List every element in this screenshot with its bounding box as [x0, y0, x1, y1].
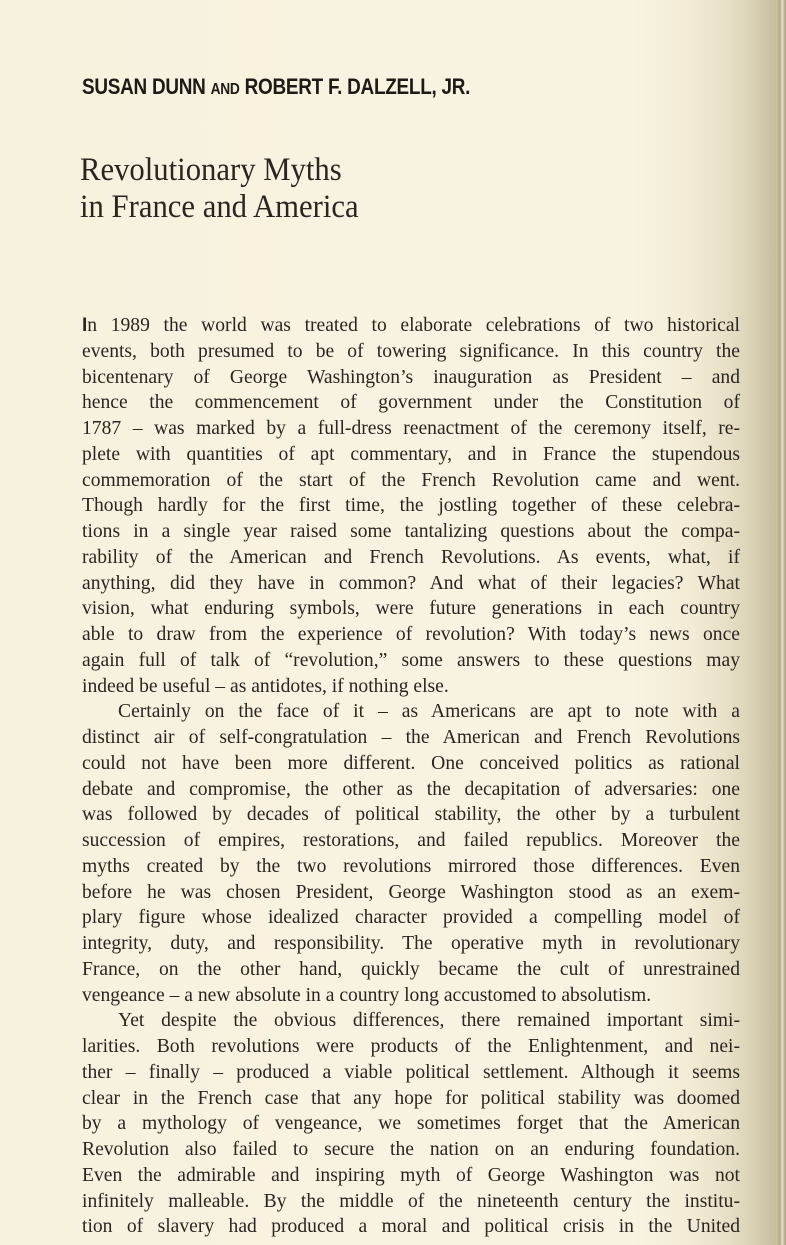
text-line: Yet despite the obvious differences, there remained important simi-	[118, 1010, 740, 1032]
text-line: In 1989 the world was treated to elaborate celebrations of two historical	[82, 315, 740, 336]
text-line: able to draw from the experience of revolution? With today’s news once	[82, 624, 740, 645]
text-line: could not have been more different. One conceived politics as rational	[82, 752, 740, 774]
text-line: vengeance – a new absolute in a country long accustomed to absolutism.	[82, 984, 652, 1006]
text-line: by a mythology of vengeance, we sometimes forget that the American	[82, 1113, 740, 1135]
text-line: bicentenary of George Washington’s inauguration as President – and	[82, 366, 740, 388]
article-title	[80, 152, 359, 226]
text-line: debate and compromise, the other as the decapitation of adversaries: one	[82, 778, 740, 800]
title-line: in France and America	[80, 189, 359, 225]
text-line: indeed be useful – as antidotes, if nothing else.	[82, 675, 449, 697]
text-line: vision, what enduring symbols, were future generations in each country	[82, 598, 740, 620]
text-line: anything, did they have in common? And what of their legacies? What	[82, 572, 740, 594]
author-name-1: SUSAN DUNN	[82, 74, 206, 99]
text-line: hence the commencement of government under the Constitution of	[82, 392, 740, 414]
author-byline	[82, 74, 470, 100]
text-line: France, on the other hand, quickly became the cult of unrestrained	[82, 958, 740, 980]
text-line: was followed by decades of political stability, the other by a turbulent	[82, 804, 740, 826]
text-line: clear in the French case that any hope for political stability was doomed	[82, 1087, 740, 1109]
text-line: Though hardly for the first time, the jostling together of these celebra-	[82, 495, 740, 517]
text-line: ther – finally – produced a viable political settlement. Although it seems	[82, 1061, 740, 1083]
author-name-2: ROBERT F. DALZELL, JR.	[244, 74, 471, 99]
page-binding-edge	[776, 0, 786, 1245]
text-line: plete with quantities of apt commentary, and in France the stupendous	[82, 443, 740, 465]
title-line: Revolutionary Myths	[80, 152, 342, 188]
text-line: tions in a single year raised some tantalizing questions about the compa-	[82, 521, 740, 542]
text-line: plary figure whose idealized character provided a compelling model of	[82, 907, 740, 929]
author-conjunction: AND	[210, 81, 240, 98]
initial-letter: I	[82, 315, 88, 336]
text-line: Even the admirable and inspiring myth of George Washington was not	[82, 1164, 740, 1186]
text-line: infinitely malleable. By the middle of the nineteenth century the institu-	[82, 1190, 740, 1212]
text-line: Revolution also failed to secure the nation on an enduring foundation.	[82, 1139, 740, 1160]
text-line: succession of empires, restorations, and failed republics. Moreover the	[82, 830, 740, 851]
paragraph	[82, 1008, 740, 1240]
text-line: larities. Both revolutions were products of the Enlightenment, and nei-	[82, 1036, 740, 1057]
text-line: integrity, duty, and responsibility. The operative myth in revolutionary	[82, 933, 740, 954]
paragraph	[82, 313, 740, 699]
text-line: distinct air of self-congratulation – the American and French Revolutions	[82, 727, 740, 748]
text-line: Certainly on the face of it – as Americans are apt to note with a	[118, 701, 740, 723]
text-line: myths created by the two revolutions mirrored those differences. Even	[82, 855, 740, 877]
text-line: before he was chosen President, George Washington stood as an exem-	[82, 881, 740, 903]
text-line: again full of talk of “revolution,” some answers to these questions may	[82, 649, 740, 671]
text-line: 1787 – was marked by a full-dress reenactment of the ceremony itself, re-	[82, 418, 740, 439]
text-line: events, both presumed to be of towering significance. In this country the	[82, 340, 740, 362]
text-line: commemoration of the start of the French Revolution came and went.	[82, 469, 740, 491]
article-body	[82, 313, 740, 1240]
text-line: rability of the American and French Revolutions. As events, what, if	[82, 546, 740, 568]
paragraph	[82, 699, 740, 1008]
text-line: tion of slavery had produced a moral and political crisis in the United	[82, 1216, 740, 1238]
